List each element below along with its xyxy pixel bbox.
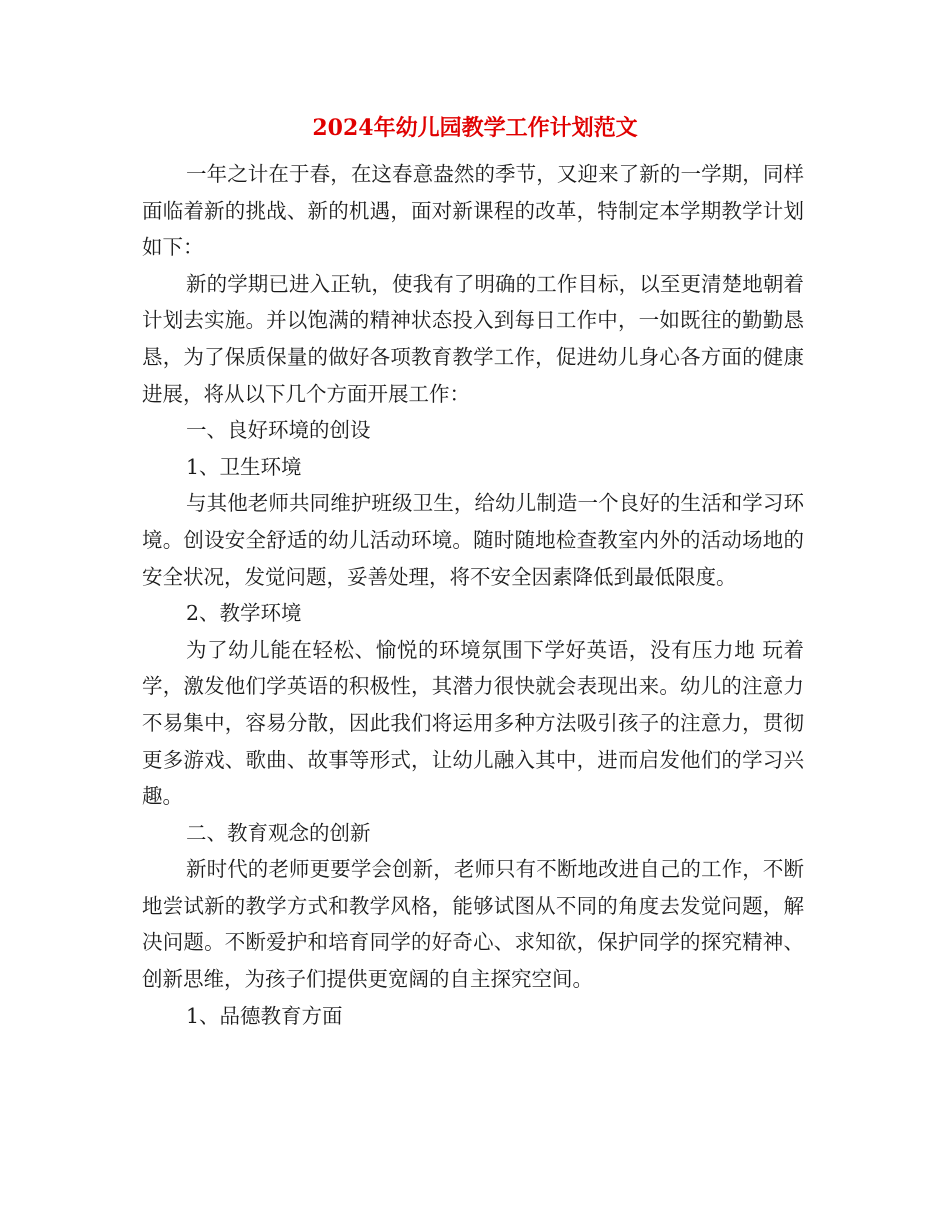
subsection-heading-hygiene: 1、卫生环境 [186, 454, 302, 479]
document-title: 2024年幼儿园教学工作计划范文 [312, 115, 638, 141]
section-heading-environment: 一、良好环境的创设 [186, 418, 371, 443]
section-heading-innovation: 二、教育观念的创新 [186, 820, 371, 845]
subsection-heading-teaching-environment: 2、教学环境 [186, 601, 302, 626]
document-body [142, 156, 804, 1034]
paragraph-teaching-environment: 为了幼儿能在轻松、愉悦的环境氛围下学好英语，没有压力地 玩着学，激发他们学英语的积极性，其潜力很快就会表现出来。幼儿的注意力不易集中，容易分散，因此我们将运用多种方法吸引孩子的注意力，贯彻更多游戏、歌曲、故事等形式，让幼儿融入其中，进而启发他们的学习兴趣。 [142, 637, 804, 809]
paragraph-innovation: 新时代的老师更要学会创新，老师只有不断地改进自己的工作，不断地尝试新的教学方式和教学风格，能够试图从不同的角度去发觉问题，解决问题。不断爱护和培育同学的好奇心、求知欲，保护同学的探究精神、创新思维，为孩子们提供更宽阔的自主探究空间。 [142, 857, 804, 992]
subsection-heading-moral-education: 1、品德教育方面 [186, 1003, 343, 1028]
paragraph-overview: 新的学期已进入正轨，使我有了明确的工作目标，以至更清楚地朝着计划去实施。并以饱满的精神状态投入到每日工作中，一如既往的勤勤恳恳，为了保质保量的做好各项教育教学工作，促进幼儿身心各方面的健康进展，将从以下几个方面开展工作： [142, 271, 804, 406]
paragraph-intro: 一年之计在于春，在这春意盎然的季节，又迎来了新的一学期，同样面临着新的挑战、新的机遇，面对新课程的改革，特制定本学期教学计划如下： [142, 162, 804, 260]
paragraph-hygiene: 与其他老师共同维护班级卫生，给幼儿制造一个良好的生活和学习环境。创设安全舒适的幼儿活动环境。随时随地检查教室内外的活动场地的安全状况，发觉问题，妥善处理，将不安全因素降低到最低限度。 [142, 491, 804, 589]
